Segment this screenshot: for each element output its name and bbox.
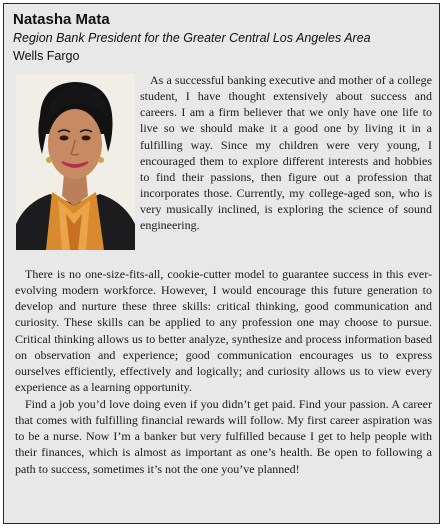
profile-title: Region Bank President for the Greater Central Los Angeles Area (13, 31, 371, 45)
portrait-illustration (16, 74, 135, 250)
paragraph-advice: Find a job you’d love doing even if you didn’t get paid. Find your passion. A career that comes with fulfilling financial rewards will follow. My first career aspiration was to be a nurse. Now I’m a banker but very fulfilled because I get to help people with their finances, which is almost as important as one’s health. Be open to following a path to success, sometimes it’s not the one you’ve planned! (15, 397, 432, 476)
profile-name: Natasha Mata (13, 11, 110, 28)
paragraph-intro: As a successful banking executive and mother of a college student, I have thought extensively about success and careers. I am a firm believer that we only have one life to live so we should make it a good one by living it in a fulfilling way. Since my children were very young, I encouraged them to explore different interests and hobbies to find their passions, then figure out a profession that incorporates those. Currently, my college-aged son, who is very musically inclined, is exploring the science of sound engineering. (140, 73, 432, 233)
paragraph-skills: There is no one-size-fits-all, cookie-cutter model to guarantee success in this ever-evolving modern workforce. However, I would encourage this future generation to develop and nurture these three skills: critical thinking, good communication and curiosity. These skills can be applied to any profession one may choose to pursue. Critical thinking allows us to better analyze, synthesize and process information based on observation and experience; good communication encourages us to express ourselves efficiently, effectively and logically; and curiosity allows us to view every experience as a learning opportunity. (15, 267, 432, 395)
profile-organization: Wells Fargo (13, 49, 80, 63)
portrait-photo (16, 74, 135, 250)
profile-card (3, 3, 440, 524)
